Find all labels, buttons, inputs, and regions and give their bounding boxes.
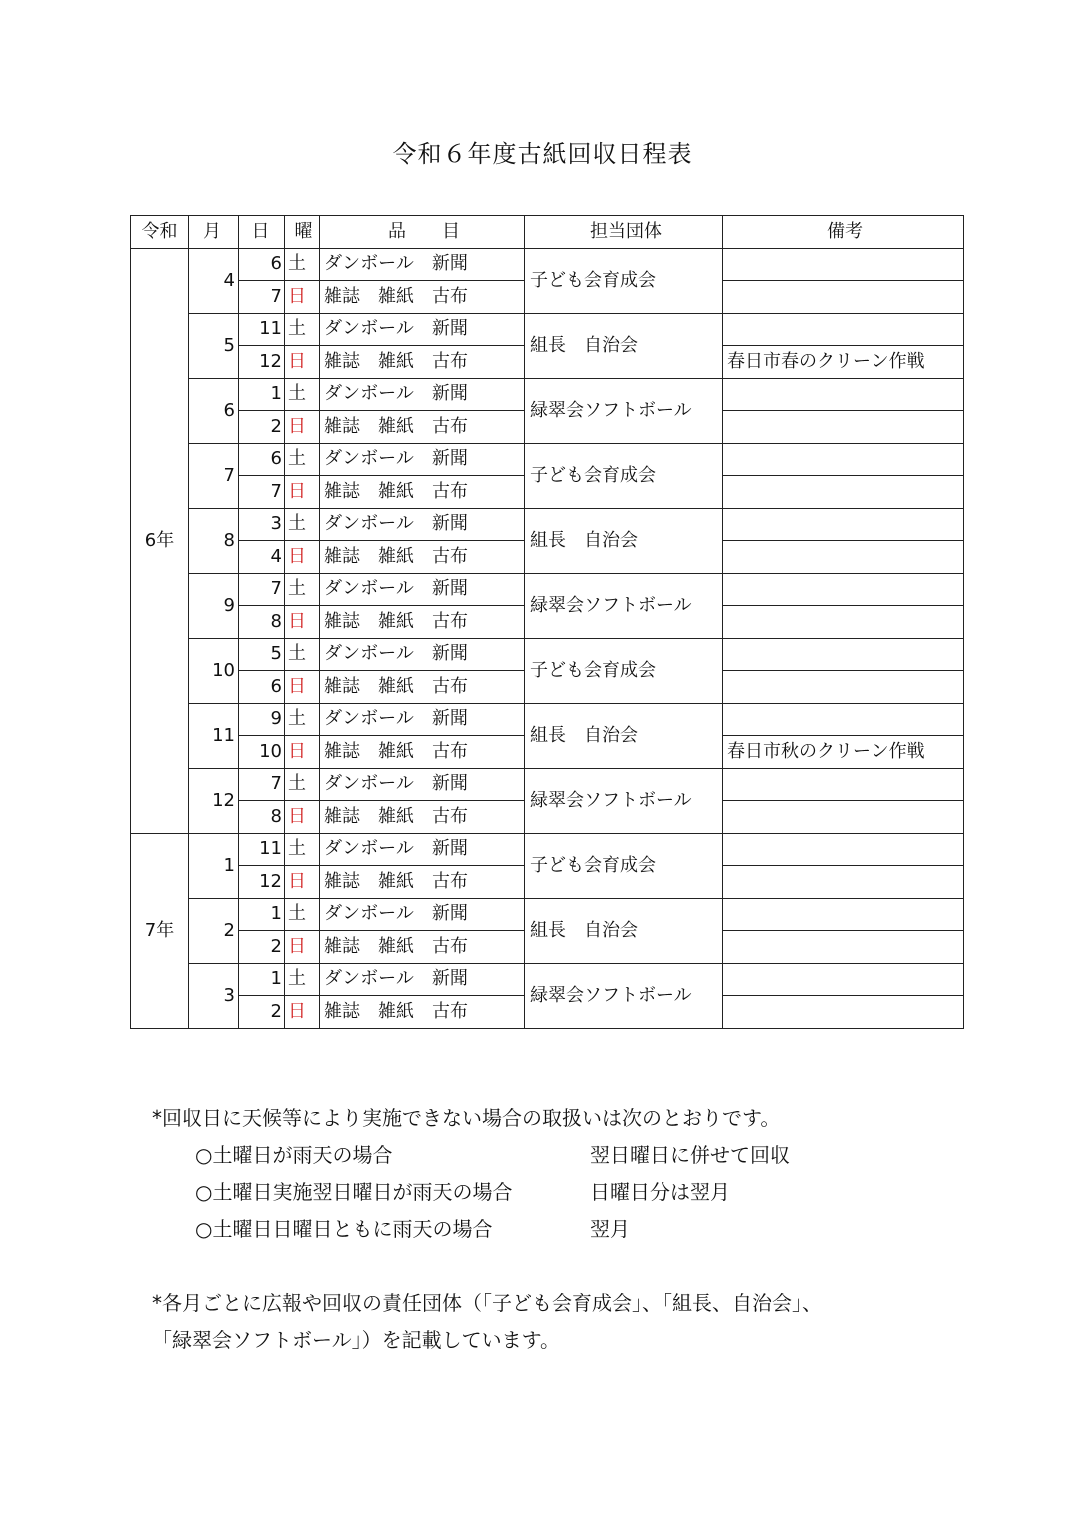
rain-case-action: 翌日曜日に併せて回収	[590, 1143, 790, 1167]
weekday-cell: 日	[285, 866, 320, 899]
items-cell: ダンボール 新聞	[320, 898, 525, 931]
month-cell: 6	[189, 378, 239, 443]
items-cell: 雑誌 雑紙 古布	[320, 411, 525, 444]
month-cell: 4	[189, 248, 239, 313]
rain-case-condition: ○土曜日が雨天の場合	[195, 1143, 393, 1167]
weekday-cell: 日	[285, 996, 320, 1029]
note-cell	[723, 703, 964, 736]
table-row	[131, 313, 964, 346]
weekday-cell: 土	[285, 313, 320, 346]
weekday-cell: 日	[285, 541, 320, 574]
day-cell: 2	[239, 931, 285, 964]
weekday-cell: 日	[285, 931, 320, 964]
day-cell: 10	[239, 736, 285, 769]
group-cell: 組長 自治会	[525, 313, 723, 378]
weekday-cell: 土	[285, 443, 320, 476]
note-cell	[723, 248, 964, 281]
group-cell: 子ども会育成会	[525, 443, 723, 508]
note-cell	[723, 476, 964, 509]
items-cell: ダンボール 新聞	[320, 638, 525, 671]
responsibility-note-line2: 「緑翠会ソフトボール」）を記載しています。	[152, 1328, 560, 1352]
rain-intro: *回収日に天候等により実施できない場合の取扱いは次のとおりです。	[152, 1106, 781, 1130]
day-cell: 7	[239, 281, 285, 314]
items-cell: ダンボール 新聞	[320, 833, 525, 866]
table-row	[131, 573, 964, 606]
items-cell: ダンボール 新聞	[320, 508, 525, 541]
items-cell: 雑誌 雑紙 古布	[320, 801, 525, 834]
group-cell: 緑翠会ソフトボール	[525, 768, 723, 833]
month-cell: 12	[189, 768, 239, 833]
table-row	[131, 638, 964, 671]
group-cell: 子ども会育成会	[525, 248, 723, 313]
day-cell: 1	[239, 898, 285, 931]
table-row	[131, 508, 964, 541]
month-cell: 1	[189, 833, 239, 898]
header-era: 令和	[131, 216, 189, 249]
header-note: 備考	[723, 216, 964, 249]
rain-case-condition: ○土曜日日曜日ともに雨天の場合	[195, 1217, 493, 1241]
weekday-cell: 土	[285, 638, 320, 671]
items-cell: ダンボール 新聞	[320, 313, 525, 346]
items-cell: ダンボール 新聞	[320, 443, 525, 476]
items-cell: 雑誌 雑紙 古布	[320, 866, 525, 899]
day-cell: 12	[239, 346, 285, 379]
day-cell: 7	[239, 476, 285, 509]
items-cell: ダンボール 新聞	[320, 963, 525, 996]
table-row	[131, 703, 964, 736]
items-cell: 雑誌 雑紙 古布	[320, 476, 525, 509]
table-row	[131, 833, 964, 866]
weekday-cell: 土	[285, 898, 320, 931]
day-cell: 6	[239, 443, 285, 476]
items-cell: 雑誌 雑紙 古布	[320, 736, 525, 769]
note-cell	[723, 281, 964, 314]
group-cell: 組長 自治会	[525, 508, 723, 573]
header-month: 月	[189, 216, 239, 249]
month-cell: 9	[189, 573, 239, 638]
items-cell: ダンボール 新聞	[320, 703, 525, 736]
group-cell: 緑翠会ソフトボール	[525, 963, 723, 1028]
items-cell: 雑誌 雑紙 古布	[320, 931, 525, 964]
weekday-cell: 日	[285, 411, 320, 444]
page-title: 令和６年度古紙回収日程表	[392, 140, 693, 168]
month-cell: 11	[189, 703, 239, 768]
day-cell: 6	[239, 248, 285, 281]
note-cell	[723, 443, 964, 476]
note-cell	[723, 606, 964, 639]
day-cell: 12	[239, 866, 285, 899]
note-cell	[723, 963, 964, 996]
rain-case	[152, 1211, 822, 1248]
table-row	[131, 248, 964, 281]
note-cell	[723, 801, 964, 834]
day-cell: 2	[239, 996, 285, 1029]
note-cell	[723, 996, 964, 1029]
notes-section	[152, 1100, 822, 1359]
weekday-cell: 土	[285, 963, 320, 996]
items-cell: 雑誌 雑紙 古布	[320, 996, 525, 1029]
note-cell	[723, 541, 964, 574]
day-cell: 1	[239, 963, 285, 996]
table-header-row	[131, 216, 964, 249]
day-cell: 5	[239, 638, 285, 671]
rain-case	[152, 1174, 822, 1211]
weekday-cell: 土	[285, 378, 320, 411]
responsibility-note-line1: *各月ごとに広報や回収の責任団体（「子ども会育成会」、「組長、自治会」、	[152, 1291, 822, 1315]
header-group: 担当団体	[525, 216, 723, 249]
header-day: 日	[239, 216, 285, 249]
note-cell	[723, 573, 964, 606]
day-cell: 3	[239, 508, 285, 541]
note-cell	[723, 866, 964, 899]
rain-case-action: 日曜日分は翌月	[590, 1180, 730, 1204]
items-cell: ダンボール 新聞	[320, 573, 525, 606]
note-cell	[723, 313, 964, 346]
group-cell: 緑翠会ソフトボール	[525, 378, 723, 443]
day-cell: 7	[239, 768, 285, 801]
note-cell	[723, 671, 964, 704]
weekday-cell: 土	[285, 508, 320, 541]
note-cell	[723, 768, 964, 801]
weekday-cell: 土	[285, 768, 320, 801]
month-cell: 2	[189, 898, 239, 963]
month-cell: 10	[189, 638, 239, 703]
group-cell: 子ども会育成会	[525, 833, 723, 898]
day-cell: 9	[239, 703, 285, 736]
day-cell: 6	[239, 671, 285, 704]
note-cell: 春日市春のクリーン作戦	[723, 346, 964, 379]
note-cell	[723, 508, 964, 541]
schedule-body	[131, 248, 964, 1028]
weekday-cell: 日	[285, 346, 320, 379]
items-cell: 雑誌 雑紙 古布	[320, 606, 525, 639]
era-year-cell: 6年	[131, 248, 189, 833]
rain-case-condition: ○土曜日実施翌日曜日が雨天の場合	[195, 1180, 513, 1204]
rain-case	[152, 1137, 822, 1174]
table-row	[131, 443, 964, 476]
weekday-cell: 土	[285, 833, 320, 866]
note-cell	[723, 898, 964, 931]
weekday-cell: 日	[285, 671, 320, 704]
schedule-table	[130, 215, 964, 1029]
table-row	[131, 898, 964, 931]
note-cell	[723, 833, 964, 866]
weekday-cell: 土	[285, 573, 320, 606]
weekday-cell: 日	[285, 606, 320, 639]
day-cell: 7	[239, 573, 285, 606]
table-row	[131, 768, 964, 801]
table-row	[131, 378, 964, 411]
group-cell: 子ども会育成会	[525, 638, 723, 703]
group-cell: 組長 自治会	[525, 898, 723, 963]
month-cell: 8	[189, 508, 239, 573]
items-cell: 雑誌 雑紙 古布	[320, 671, 525, 704]
day-cell: 2	[239, 411, 285, 444]
day-cell: 4	[239, 541, 285, 574]
weekday-cell: 土	[285, 703, 320, 736]
day-cell: 1	[239, 378, 285, 411]
note-cell	[723, 411, 964, 444]
month-cell: 5	[189, 313, 239, 378]
day-cell: 11	[239, 833, 285, 866]
day-cell: 8	[239, 801, 285, 834]
items-cell: 雑誌 雑紙 古布	[320, 541, 525, 574]
items-cell: ダンボール 新聞	[320, 378, 525, 411]
header-dow: 曜	[285, 216, 320, 249]
items-cell: ダンボール 新聞	[320, 768, 525, 801]
table-row	[131, 963, 964, 996]
weekday-cell: 日	[285, 736, 320, 769]
items-cell: ダンボール 新聞	[320, 248, 525, 281]
era-year-cell: 7年	[131, 833, 189, 1028]
group-cell: 緑翠会ソフトボール	[525, 573, 723, 638]
day-cell: 8	[239, 606, 285, 639]
note-cell	[723, 931, 964, 964]
note-cell	[723, 378, 964, 411]
note-cell	[723, 638, 964, 671]
rain-case-action: 翌月	[590, 1217, 630, 1241]
weekday-cell: 日	[285, 801, 320, 834]
weekday-cell: 日	[285, 476, 320, 509]
note-cell: 春日市秋のクリーン作戦	[723, 736, 964, 769]
month-cell: 7	[189, 443, 239, 508]
month-cell: 3	[189, 963, 239, 1028]
items-cell: 雑誌 雑紙 古布	[320, 346, 525, 379]
weekday-cell: 土	[285, 248, 320, 281]
items-cell: 雑誌 雑紙 古布	[320, 281, 525, 314]
header-item: 品 目	[320, 216, 525, 249]
group-cell: 組長 自治会	[525, 703, 723, 768]
day-cell: 11	[239, 313, 285, 346]
weekday-cell: 日	[285, 281, 320, 314]
